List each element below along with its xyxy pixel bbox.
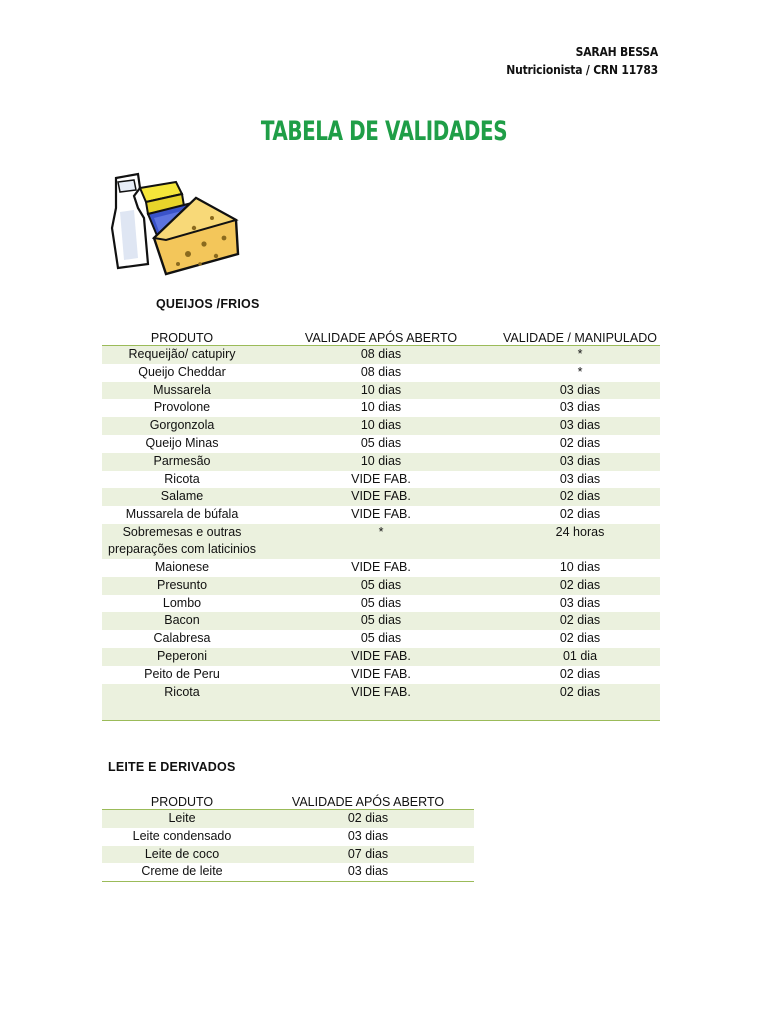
column-header: VALIDADE / MANIPULADO <box>503 331 657 345</box>
product-cell: Mussarela de búfala <box>125 507 239 522</box>
product-cell: Peperoni <box>102 648 262 666</box>
product-cell: Creme de leite <box>141 864 223 879</box>
product-cell: Gorgonzola <box>102 417 262 435</box>
table-header-row <box>102 790 474 810</box>
author-name: SARAH BESSA <box>575 45 658 59</box>
author-block <box>506 43 658 79</box>
open-validity-cell: 10 dias <box>262 382 500 400</box>
product-cell: Sobremesas e outras preparações com laticinios <box>102 524 262 559</box>
table-row <box>102 810 474 828</box>
table-row <box>102 648 660 666</box>
open-validity-cell: VIDE FAB. <box>262 684 500 721</box>
open-validity-cell: 05 dias <box>360 595 402 610</box>
open-validity-cell: VIDE FAB. <box>351 471 411 486</box>
table-row <box>102 863 474 881</box>
handled-validity-cell: 03 dias <box>559 595 601 610</box>
table-row <box>102 559 660 577</box>
product-cell: Peito de Peru <box>144 666 220 681</box>
product-cell: Ricota <box>102 684 262 721</box>
table-row <box>102 471 660 489</box>
column-header: PRODUTO <box>150 795 214 809</box>
handled-validity-cell: 03 dias <box>559 400 601 415</box>
handled-validity-cell: 03 dias <box>500 417 660 435</box>
handled-validity-cell: 02 dias <box>559 507 601 522</box>
product-cell: Leite condensado <box>132 828 232 843</box>
column-header: VALIDADE APÓS ABERTO <box>291 795 445 809</box>
table-row <box>102 846 474 864</box>
open-validity-cell: 10 dias <box>360 400 402 415</box>
open-validity-cell: VIDE FAB. <box>262 488 500 506</box>
handled-validity-cell: 03 dias <box>500 382 660 400</box>
handled-validity-cell: * <box>577 364 583 379</box>
handled-validity-cell: 01 dia <box>500 648 660 666</box>
product-cell: Leite de coco <box>102 846 262 864</box>
open-validity-cell: 03 dias <box>347 864 389 879</box>
product-cell: Queijo Minas <box>145 435 219 450</box>
open-validity-cell: 05 dias <box>262 612 500 630</box>
table-row <box>102 524 660 559</box>
handled-validity-cell: 03 dias <box>500 453 660 471</box>
table-row <box>102 364 660 382</box>
product-cell: Parmesão <box>102 453 262 471</box>
handled-validity-cell: 02 dias <box>559 631 601 646</box>
product-cell: Ricota <box>164 471 200 486</box>
table-row <box>102 828 474 846</box>
author-role: Nutricionista / CRN 11783 <box>506 63 658 77</box>
table-queijos-frios <box>102 326 660 721</box>
open-validity-cell: 08 dias <box>360 364 402 379</box>
open-validity-cell: 10 dias <box>262 417 500 435</box>
handled-validity-cell: 02 dias <box>559 435 601 450</box>
table-row <box>102 630 660 648</box>
product-cell: Mussarela <box>102 382 262 400</box>
table-row <box>102 684 660 721</box>
table-row <box>102 488 660 506</box>
product-cell: Maionese <box>154 559 210 574</box>
product-cell: Provolone <box>153 400 211 415</box>
open-validity-cell: 05 dias <box>360 631 402 646</box>
handled-validity-cell: 03 dias <box>559 471 601 486</box>
open-validity-cell: 10 dias <box>262 453 500 471</box>
page-title: TABELA DE VALIDADES <box>260 116 508 147</box>
table-row <box>102 346 660 364</box>
handled-validity-cell: 02 dias <box>500 684 660 721</box>
handled-validity-cell: 02 dias <box>500 612 660 630</box>
open-validity-cell: 08 dias <box>262 346 500 364</box>
product-cell: Bacon <box>102 612 262 630</box>
open-validity-cell: 03 dias <box>347 828 389 843</box>
product-cell: Lombo <box>162 595 202 610</box>
open-validity-cell: 05 dias <box>360 435 402 450</box>
handled-validity-cell: 02 dias <box>500 488 660 506</box>
open-validity-cell: 02 dias <box>262 810 474 828</box>
section-title-leite: LEITE E DERIVADOS <box>108 760 236 774</box>
open-validity-cell: VIDE FAB. <box>262 648 500 666</box>
product-cell: Calabresa <box>153 631 211 646</box>
dairy-clipart-icon <box>104 168 244 280</box>
column-header: VALIDADE APÓS ABERTO <box>304 331 458 345</box>
table-row <box>102 417 660 435</box>
handled-validity-cell: * <box>500 346 660 364</box>
handled-validity-cell: 02 dias <box>500 577 660 595</box>
product-cell: Presunto <box>102 577 262 595</box>
table-row <box>102 577 660 595</box>
section-title-queijos: QUEIJOS /FRIOS <box>156 297 260 311</box>
table-row <box>102 453 660 471</box>
table-row <box>102 595 660 613</box>
open-validity-cell: VIDE FAB. <box>351 507 411 522</box>
product-cell: Leite <box>102 810 262 828</box>
table-row <box>102 382 660 400</box>
open-validity-cell: VIDE FAB. <box>351 666 411 681</box>
open-validity-cell: 07 dias <box>262 846 474 864</box>
open-validity-cell: VIDE FAB. <box>351 559 411 574</box>
product-cell: Requeijão/ catupiry <box>102 346 262 364</box>
table-row <box>102 612 660 630</box>
open-validity-cell: * <box>262 524 500 559</box>
table-header-row <box>102 326 660 346</box>
product-cell: Salame <box>102 488 262 506</box>
table-row <box>102 666 660 684</box>
table-row <box>102 399 660 417</box>
product-cell: Queijo Cheddar <box>138 364 226 379</box>
handled-validity-cell: 02 dias <box>559 666 601 681</box>
handled-validity-cell: 10 dias <box>559 559 601 574</box>
column-header: PRODUTO <box>150 331 214 345</box>
table-row <box>102 506 660 524</box>
table-row <box>102 435 660 453</box>
open-validity-cell: 05 dias <box>262 577 500 595</box>
handled-validity-cell: 24 horas <box>500 524 660 559</box>
table-leite-derivados <box>102 790 474 882</box>
